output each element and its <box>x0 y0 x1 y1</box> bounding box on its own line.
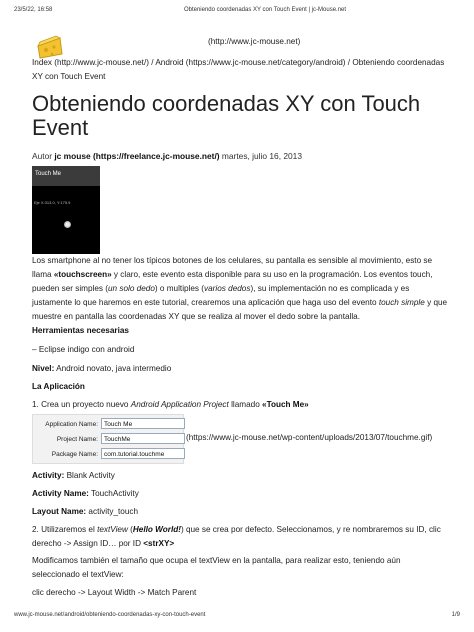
breadcrumb-line-2: XY con Touch Event <box>32 72 106 81</box>
activity-name-line: Activity Name: TouchActivity <box>32 489 139 498</box>
post-date: martes, julio 16, 2013 <box>219 151 302 161</box>
print-page-title: Obteniendo coordenadas XY con Touch Event | jc-Mouse.net <box>183 7 347 13</box>
breadcrumb-line-1[interactable]: Index (http://www.jc-mouse.net/) / Android (https://www.jc-mouse.net/category/android) / Obteniendo coordenadas <box>32 58 445 67</box>
level-line: Nivel: Android novato, java intermedio <box>32 364 172 373</box>
app-screenshot <box>32 166 100 254</box>
author-prefix: Autor <box>32 151 55 161</box>
intro-line: llama «touchscreen» y claro, este evento esta disponible para su uso en la programación. Los eventos touch, <box>32 270 433 279</box>
page-title: Obteniendo coordenadas XY con Touch Event <box>32 91 421 140</box>
intro-line: Los smartphone al no tener los típicos botones de los celulares, su pantalla es sensible al movimiento, esto se <box>32 256 433 265</box>
author-line <box>32 151 302 161</box>
tools-item: – Eclipse indigo con android <box>32 345 135 354</box>
intro-line: pueden ser simples (un solo dedo) o multiples (varios dedos), su implementación no es complicada y es <box>32 284 410 293</box>
print-datetime: 23/5/22, 16:58 <box>14 7 53 13</box>
package-name-field: com.tutorial.touchme <box>101 448 185 459</box>
app-title: Touch Me <box>35 171 62 177</box>
activity-line: Activity: Blank Activity <box>32 471 115 480</box>
layout-name-line: Layout Name: activity_touch <box>32 507 139 516</box>
author-link[interactable]: jc mouse (https://freelance.jc-mouse.net/) <box>54 151 220 161</box>
application-name-field: Touch Me <box>101 418 185 429</box>
click-path: clic derecho -> Layout Width -> Match Parent <box>32 588 197 597</box>
step-1: 1. Crea un proyecto nuevo Android Application Project llamado «Touch Me» <box>32 400 309 409</box>
touch-point-icon <box>64 221 71 228</box>
step-2-line: derecho -> Assign ID… por ID <strXY> <box>32 539 175 548</box>
intro-line: justamente lo que haremos en este tutorial, crearemos una aplicación que haga uso del evento touch simple y que <box>32 298 448 307</box>
tools-heading: Herramientas necesarias <box>32 326 129 335</box>
project-name-field: TouchMe <box>101 433 185 444</box>
breadcrumb[interactable] <box>32 56 462 84</box>
footer-url: www.jc-mouse.net/android/obteniendo-coordenadas-xy-con-touch-event <box>14 612 206 618</box>
modify-paragraph: Modificamos también el tamaño que ocupa el textView en la pantalla, para realizar esto, teniendo aún seleccionado el textView: <box>32 556 401 579</box>
intro-line: muestre en pantalla las coordenadas XY que se realiza al mover el dedo sobre la pantalla. <box>32 312 361 321</box>
step-2-line: 2. Utilizaremos el textView (Hello World!) que se crea por defecto. Seleccionamos, y re nombraremos su ID, clic <box>32 525 441 534</box>
image-link[interactable]: (https://www.jc-mouse.net/wp-content/uploads/2013/07/touchme.gif) <box>186 433 433 442</box>
footer-page: 1/9 <box>451 612 460 618</box>
coordinates-text: Eje X:313.0, Y:175.9 <box>34 200 71 205</box>
intro-paragraph <box>32 254 452 324</box>
project-form-image: Application Name: Touch Me Project Name: TouchMe Package Name: com.tutorial.touchme <box>32 414 184 464</box>
step-2 <box>32 523 452 551</box>
application-heading: La Aplicación <box>32 382 85 391</box>
app-titlebar <box>32 166 100 186</box>
site-link[interactable]: (http://www.jc-mouse.net) <box>208 37 301 46</box>
